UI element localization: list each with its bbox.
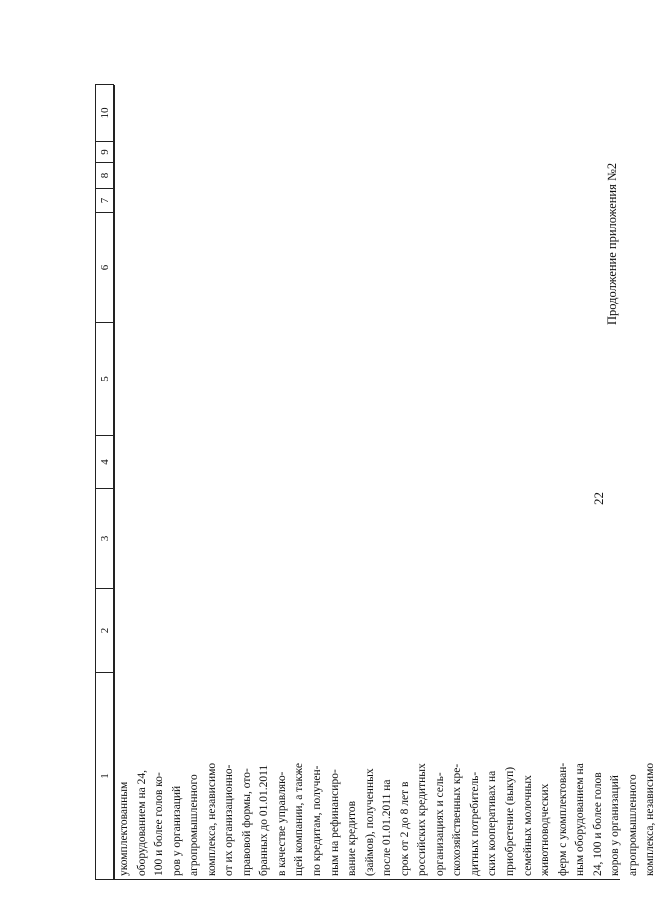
column-number-9: 9 (96, 142, 114, 163)
header-row (96, 85, 114, 880)
column-number-6: 6 (96, 213, 114, 323)
table-body-top-border (114, 85, 115, 880)
column-number-3: 3 (96, 489, 114, 589)
column-number-8: 8 (96, 163, 114, 189)
rotated-landscape-content (95, 85, 657, 880)
appendix-continuation-note: Продолжение приложения №2 (605, 162, 619, 325)
column-number-10: 10 (96, 85, 114, 142)
column-number-header (95, 84, 114, 880)
column-number-7: 7 (96, 189, 114, 213)
column-number-5: 5 (96, 323, 114, 436)
first-column-cell-text: укомплектованным оборудованием на 24, 100 и более голов ко- ров у организаций агропромышленного комплекса, независимо от их организационно- правовой формы, ото- бранных до 01.01.2011 в качестве управляю- щей компании, а также по кредитам, получен- ным на рефинансиро- вание кредитов (займов), полученных после 01.01.2011 на срок от 2 до 8 лет в российских кредитных организациях и сель- скохозяйственных кре- дитных потребитель- ских кооперативах на приобретение (выкуп) семейных молочных животноводческих ферм с укомплектован- ным оборудованием на 24, 100 и более голов коров у организаций агропромышленного комплекса, независимо (118, 762, 657, 876)
page-number: 22 (591, 492, 606, 505)
table-body-left-border (114, 879, 620, 880)
column-number-4: 4 (96, 436, 114, 489)
column-number-1: 1 (96, 673, 114, 880)
column-number-2: 2 (96, 589, 114, 673)
